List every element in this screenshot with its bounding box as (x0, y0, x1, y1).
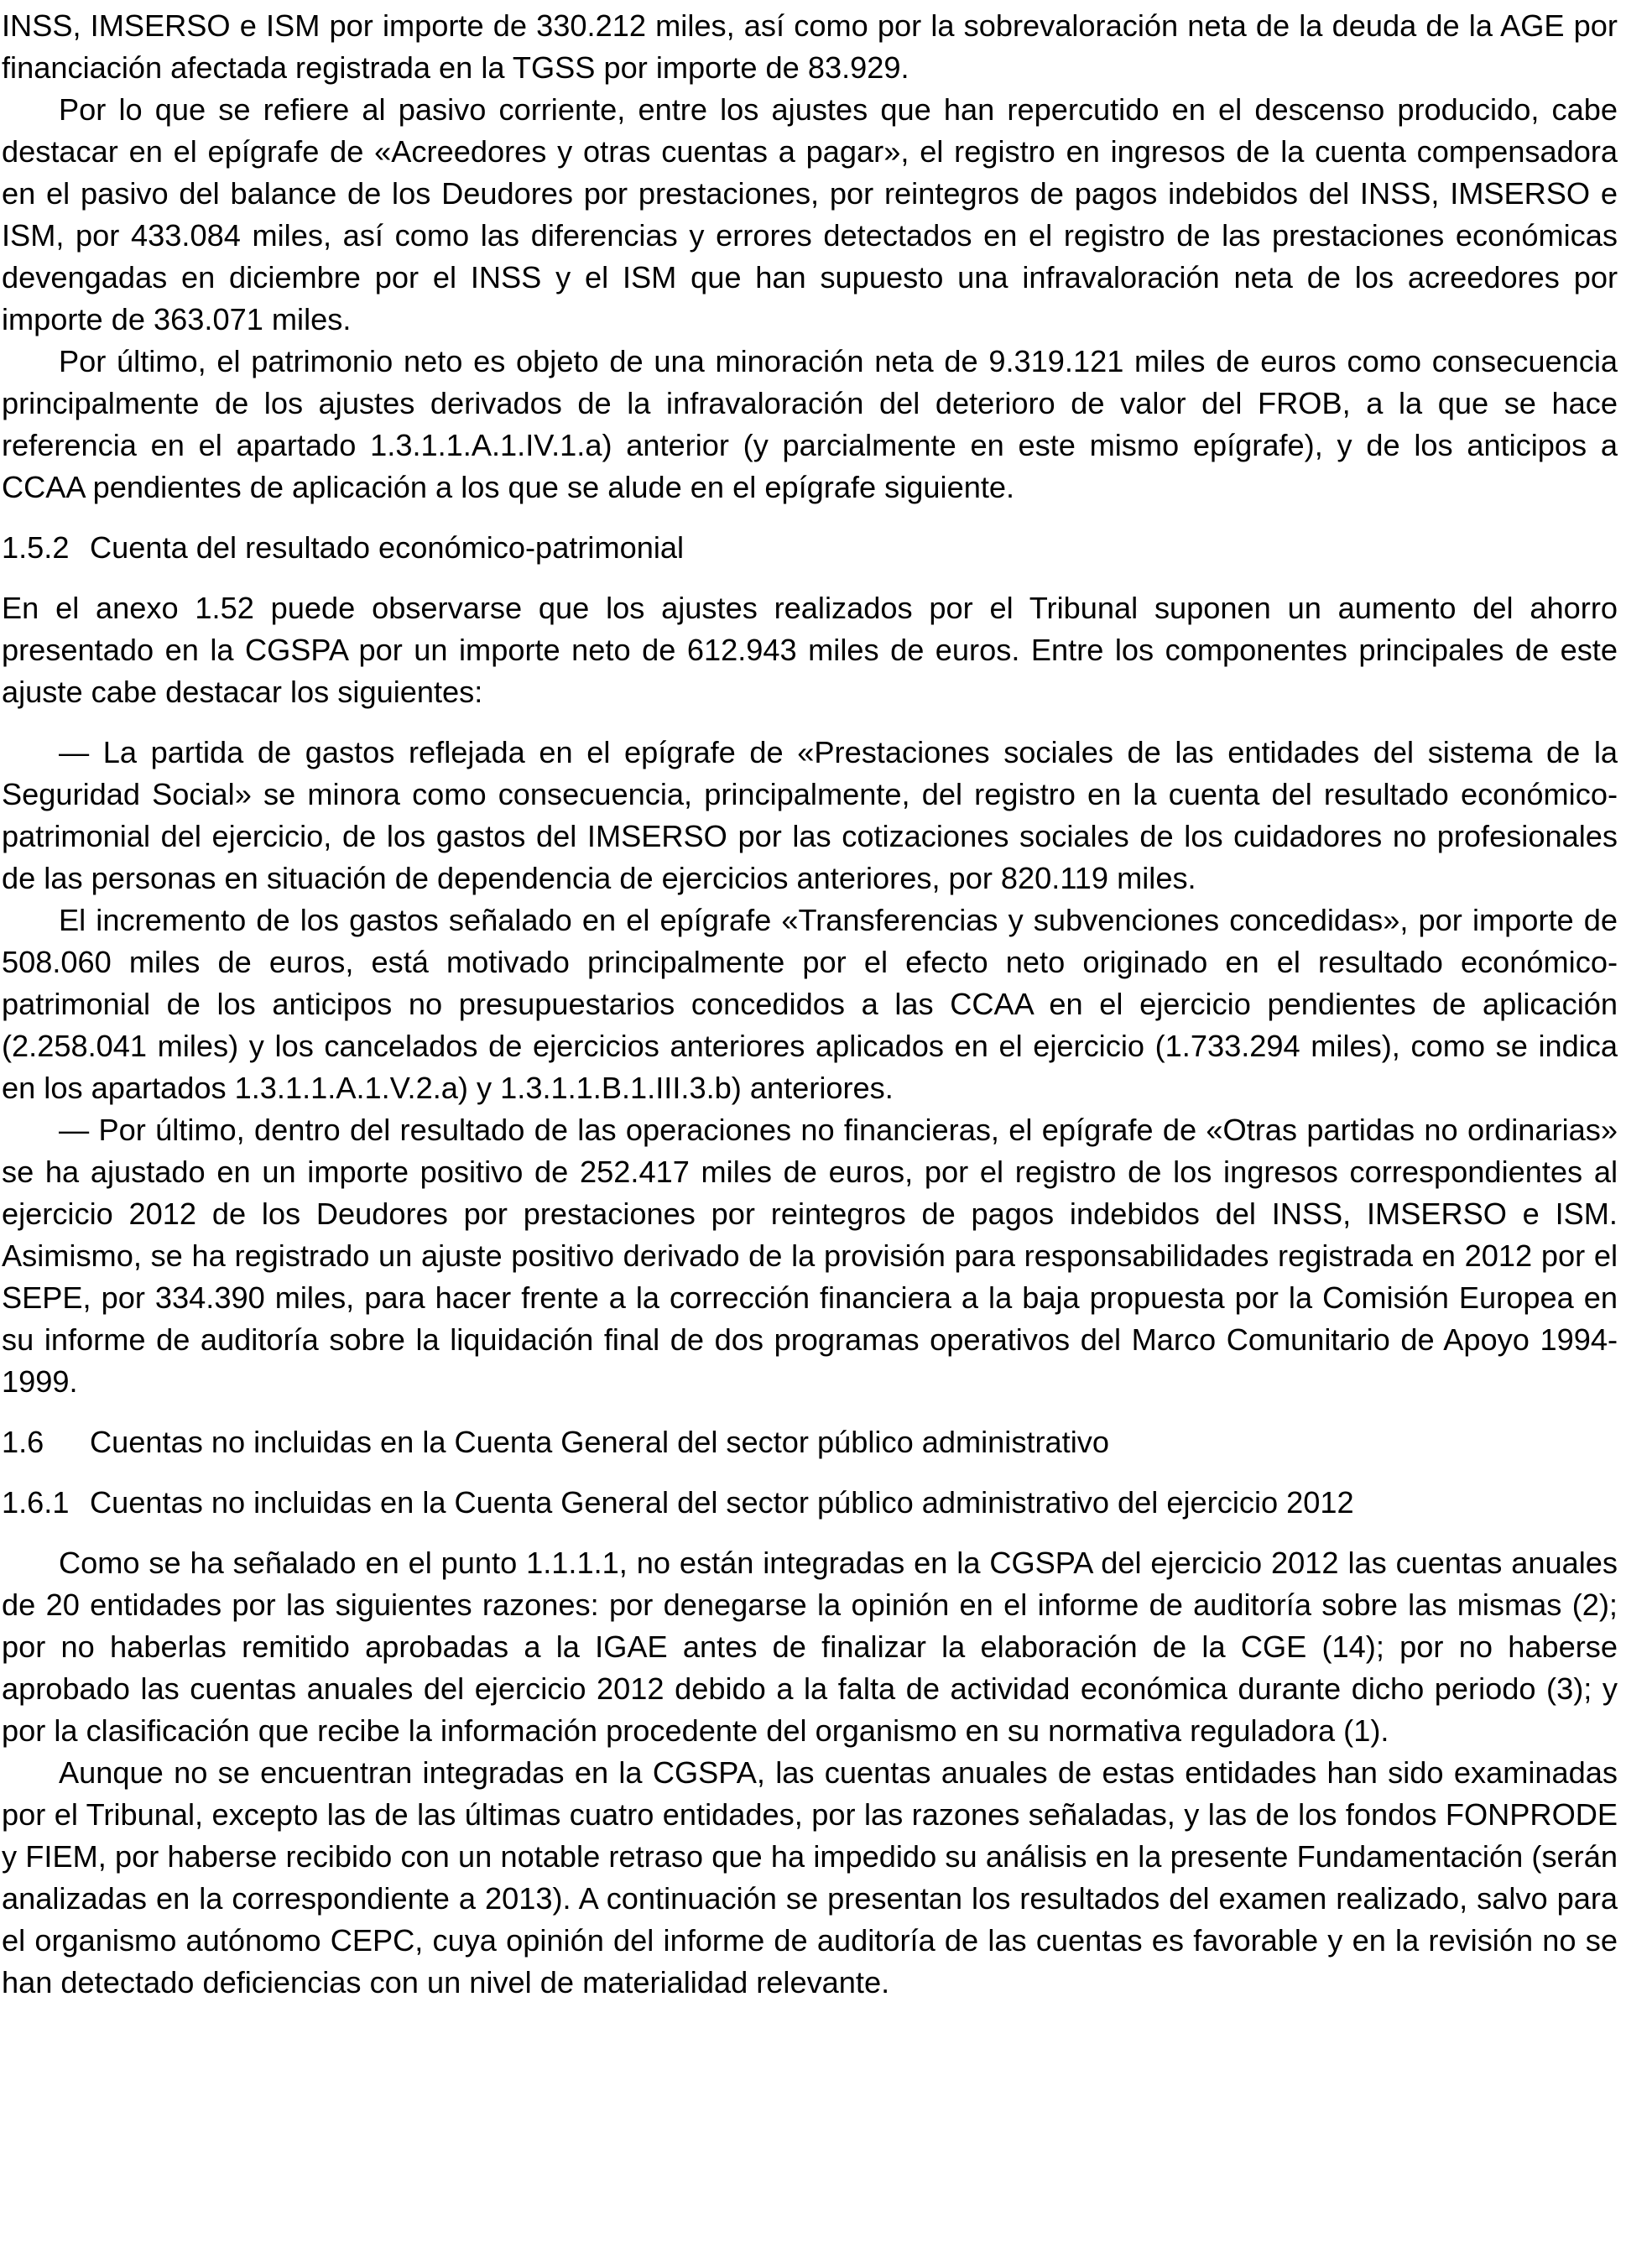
paragraph-pasivo-corriente: Por lo que se refiere al pasivo corriente, entre los ajustes que han repercutido en el descenso producido, cabe destacar en el epígrafe de «Acreedores y otras cuentas a pagar», el registro en ingresos de la cuenta compensadora en el pasivo del balance de los Deudores por prestaciones, por reintegros de pagos indebidos del INSS, IMSERSO e ISM, por 433.084 miles, así como las diferencias y errores detectados en el registro de las prestaciones económicas devengadas en diciembre por el INSS y el ISM que han supuesto una infravaloración neta de los acreedores por importe de 363.071 miles. (2, 92, 1618, 336)
section-heading-1-6-1 (2, 1482, 1618, 1524)
section-number: 1.5.2 (2, 530, 70, 565)
section-heading-1-5-2 (2, 527, 1618, 569)
paragraph-otras-partidas: — Por último, dentro del resultado de las operaciones no financieras, el epígrafe de «Otras partidas no ordinarias» se ha ajustado en un importe positivo de 252.417 miles de euros, por el registro de los ingresos correspondientes al ejercicio 2012 de los Deudores por prestaciones por reintegros de pagos indebidos del INSS, IMSERSO e ISM. Asimismo, se ha registrado un ajuste positivo derivado de la provisión para responsabilidades registrada en 2012 por el SEPE, por 334.390 miles, para hacer frente a la corrección financiera a la baja propuesta por la Comisión Europea en su informe de auditoría sobre la liquidación final de dos programas operativos del Marco Comunitario de Apoyo 1994-1999. (2, 1113, 1618, 1399)
section-number: 1.6 (2, 1425, 44, 1459)
section-title: Cuentas no incluidas en la Cuenta General del sector público administrativo (90, 1425, 1109, 1459)
paragraph-anexo: En el anexo 1.52 puede observarse que los ajustes realizados por el Tribunal suponen un aumento del ahorro presentado en la CGSPA por un importe neto de 612.943 miles de euros. Entre los componentes principales de este ajuste cabe destacar los siguientes: (2, 591, 1618, 709)
section-title: Cuenta del resultado económico-patrimonial (90, 530, 685, 565)
paragraph-examen-tribunal: Aunque no se encuentran integradas en la CGSPA, las cuentas anuales de estas entidades han sido examinadas por el Tribunal, excepto las de las últimas cuatro entidades, por las razones señaladas, y las de los fondos FONPRODE y FIEM, por haberse recibido con un notable retraso que ha impedido su análisis en la presente Fundamentación (serán analizadas en la correspondiente a 2013). A continuación se presentan los resultados del examen realizado, salvo para el organismo autónomo CEPC, cuya opinión del informe de auditoría de las cuentas es favorable y en la revisión no se han detectado deficiencias con un nivel de materialidad relevante. (2, 1755, 1618, 1999)
section-number: 1.6.1 (2, 1485, 70, 1520)
section-heading-1-6 (2, 1421, 1618, 1463)
paragraph-patrimonio-neto: Por último, el patrimonio neto es objeto de una minoración neta de 9.319.121 miles de euros como consecuencia principalmente de los ajustes derivados de la infravaloración del deterioro de valor del FROB, a la que se hace referencia en el apartado 1.3.1.1.A.1.IV.1.a) anterior (y parcialmente en este mismo epígrafe), y de los anticipos a CCAA pendientes de aplicación a los que se alude en el epígrafe siguiente. (2, 344, 1618, 504)
paragraph-transferencias: El incremento de los gastos señalado en el epígrafe «Transferencias y subvenciones concedidas», por importe de 508.060 miles de euros, está motivado principalmente por el efecto neto originado en el resultado económico-patrimonial de los anticipos no presupuestarios concedidos a las CCAA en el ejercicio pendientes de aplicación (2.258.041 miles) y los cancelados de ejercicios anteriores aplicados en el ejercicio (1.733.294 miles), como se indica en los apartados 1.3.1.1.A.1.V.2.a) y 1.3.1.1.B.1.III.3.b) anteriores. (2, 903, 1618, 1105)
section-title: Cuentas no incluidas en la Cuenta General del sector público administrativo del ejercicio 2012 (90, 1485, 1354, 1520)
paragraph-cuentas-no-integradas: Como se ha señalado en el punto 1.1.1.1, no están integradas en la CGSPA del ejercicio 2012 las cuentas anuales de 20 entidades por las siguientes razones: por denegarse la opinión en el informe de auditoría sobre las mismas (2); por no haberlas remitido aprobadas a la IGAE antes de finalizar la elaboración de la CGE (14); por no haberse aprobado las cuentas anuales del ejercicio 2012 debido a la falta de actividad económica durante dicho periodo (3); y por la clasificación que recibe la información procedente del organismo en su normativa reguladora (1). (2, 1546, 1618, 1748)
paragraph-continuation: INSS, IMSERSO e ISM por importe de 330.212 miles, así como por la sobrevaloración neta de la deuda de la AGE por financiación afectada registrada en la TGSS por importe de 83.929. (2, 8, 1618, 85)
paragraph-prestaciones: — La partida de gastos reflejada en el epígrafe de «Prestaciones sociales de las entidades del sistema de la Seguridad Social» se minora como consecuencia, principalmente, del registro en la cuenta del resultado económico-patrimonial del ejercicio, de los gastos del IMSERSO por las cotizaciones sociales de los cuidadores no profesionales de las personas en situación de dependencia de ejercicios anteriores, por 820.119 miles. (2, 735, 1618, 895)
